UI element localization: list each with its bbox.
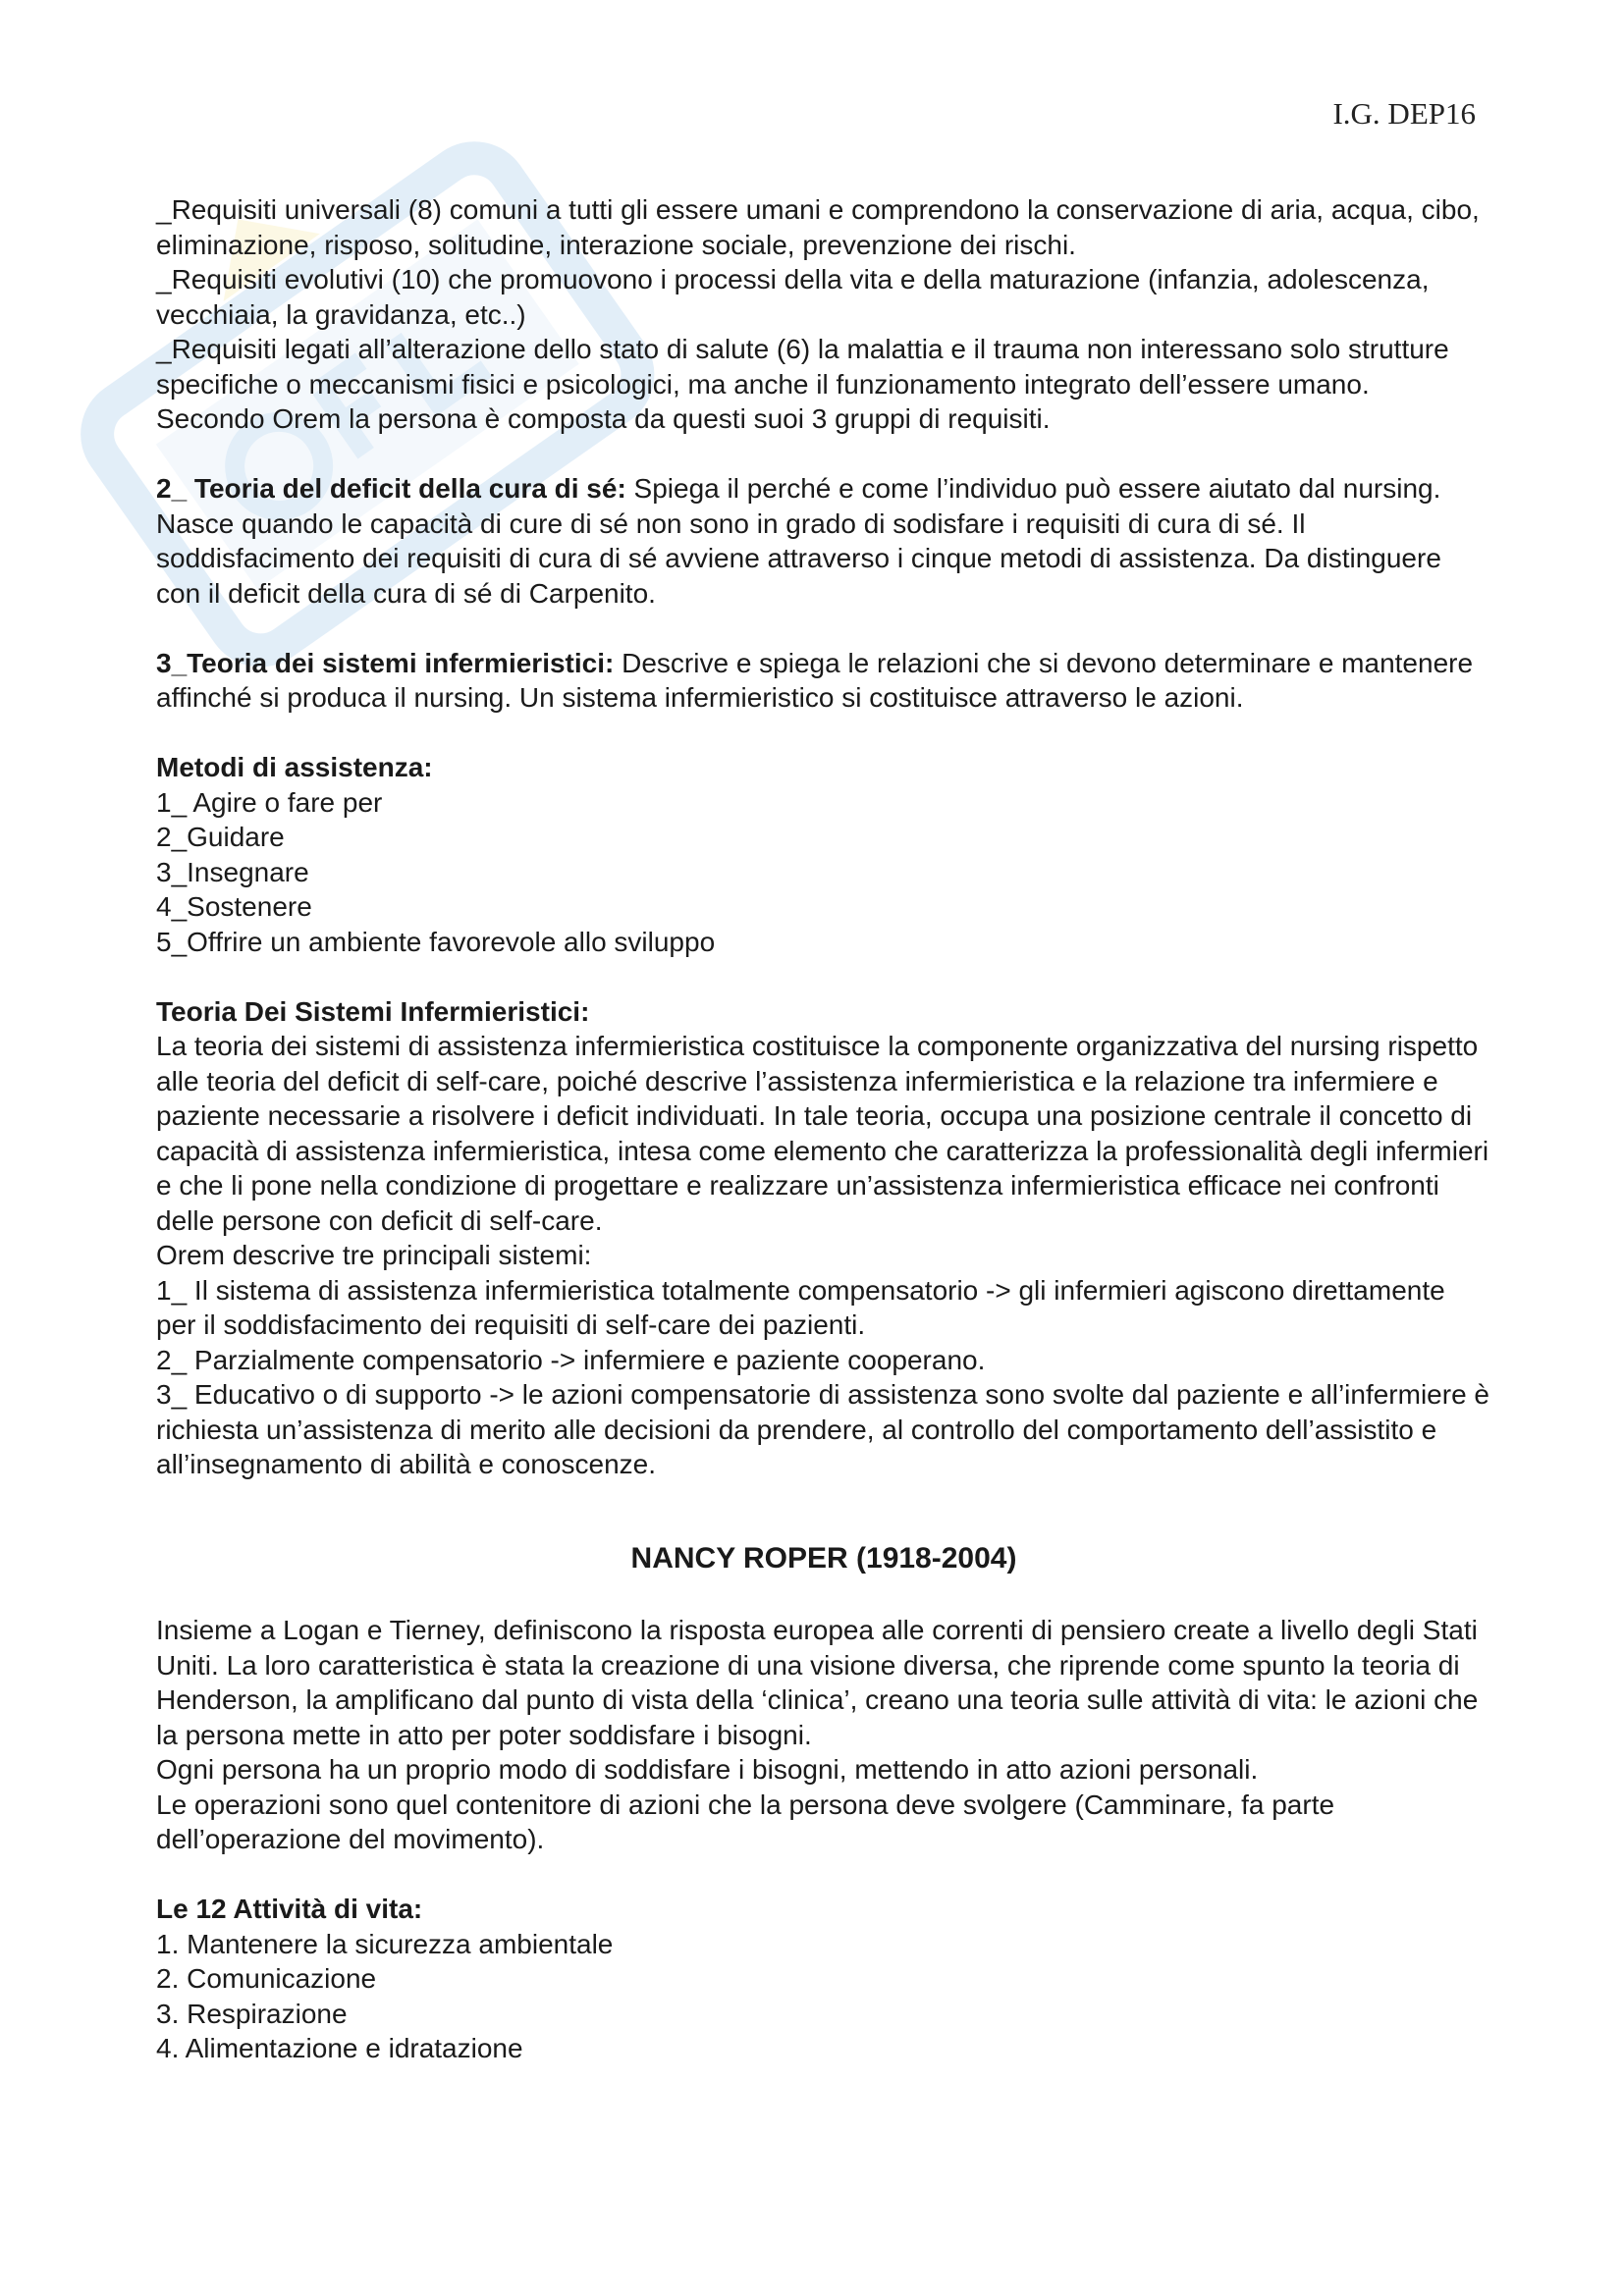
- list-item: 4_Sostenere: [156, 891, 312, 922]
- list-item: 4. Alimentazione e idratazione: [156, 2033, 523, 2063]
- list-item: 5_Offrire un ambiente favorevole allo sviluppo: [156, 926, 716, 957]
- list-item: 3_ Educativo o di supporto -> le azioni compensatorie di assistenza sono svolte dal paziente e all’infermiere è richiesta un’assistenza di merito alle decisioni da prendere, al controllo del comportamento dell’assistito e all’insegnamento di abilità e conoscenze.: [156, 1379, 1489, 1479]
- roper-paragraph-2: Ogni persona ha un proprio modo di soddisfare i bisogni, mettendo in atto azioni personali.: [156, 1754, 1259, 1785]
- teoria-sistemi-text: Descrive e spiega le relazioni che si devono determinare e mantenere affinché si produca il nursing. Un sistema infermieristico si costituisce attraverso le azioni.: [156, 647, 1474, 713]
- metodi-title: Metodi di assistenza:: [156, 752, 433, 782]
- sistemi-inf-intro: Orem descrive tre principali sistemi:: [156, 1240, 592, 1270]
- roper-paragraph-1: Insieme a Logan e Tierney, definiscono la risposta europea alle correnti di pensiero create a livello degli Stati Uniti. La loro caratteristica è stata la creazione di una visione diversa, che riprende come spunto la teoria di Henderson, la amplificano dal punto di vista della ‘clinica’, creano una teoria sulle attività di vita: le azioni che la persona mette in atto per poter soddisfare i bisogni.: [156, 1615, 1479, 1750]
- attivita-list: [156, 1927, 1491, 2066]
- list-item: 3. Respirazione: [156, 1998, 348, 2029]
- metodi-list: [156, 785, 1491, 960]
- sistemi-inf-title: Teoria Dei Sistemi Infermieristici:: [156, 995, 590, 1027]
- orem-summary: Secondo Orem la persona è composta da questi suoi 3 gruppi di requisiti.: [156, 403, 1051, 434]
- roper-heading: NANCY ROPER (1918-2004): [630, 1541, 1017, 1575]
- list-item: 2. Comunicazione: [156, 1963, 377, 1994]
- teoria-deficit-paragraph: [156, 471, 1491, 611]
- sistemi-inf-paragraph: La teoria dei sistemi di assistenza infermieristica costituisce la componente organizzativa del nursing rispetto alle teoria del deficit di self-care, poiché descrive l’assistenza infermieristica e la relazione tra infermiere e paziente necessarie a risolvere i deficit individuati. In tale teoria, occupa una posizione centrale il concetto di capacità di assistenza infermieristica, intesa come elemento che caratterizza la professionalità degli infermieri e che li pone nella condizione di progettare e realizzare un’assistenza infermieristica efficace nei confronti delle persone con deficit di self-care.: [156, 1031, 1489, 1236]
- requisiti-universali: _Requisiti universali (8) comuni a tutti gli essere umani e comprendono la conservazione di aria, acqua, cibo, eliminazione, risposo, solitudine, interazione sociale, prevenzione dei rischi.: [156, 194, 1480, 260]
- list-item: 2_Guidare: [156, 822, 285, 852]
- list-item: 3_Insegnare: [156, 856, 309, 887]
- document-header-code: I.G. DEP16: [1332, 96, 1476, 131]
- list-item: 1. Mantenere la sicurezza ambientale: [156, 1928, 614, 1959]
- requisiti-alterazione: _Requisiti legati all’alterazione dello stato di salute (6) la malattia e il trauma non interessano solo strutture specifiche o meccanismi fisici e psicologici, ma anche il funzionamento integrato dell’essere umano.: [156, 334, 1449, 400]
- list-item: 1_ Agire o fare per: [156, 786, 383, 818]
- list-item: 1_ Il sistema di assistenza infermieristica totalmente compensatorio -> gli infermieri agiscono direttamente per il soddisfacimento dei requisiti di self-care dei pazienti.: [156, 1274, 1445, 1340]
- document-body: [156, 192, 1491, 2066]
- teoria-deficit-text: Spiega il perché e come l’individuo può essere aiutato dal nursing. Nasce quando le capacità di cure di sé non sono in grado di sodisfare i requisiti di cura di sé. Il soddisfacimento dei requisiti di cura di sé avviene attraverso i cinque metodi di assistenza. Da distinguere con il deficit della cura di sé di Carpenito.: [156, 473, 1441, 609]
- attivita-title: Le 12 Attività di vita:: [156, 1894, 423, 1924]
- teoria-sistemi-title: 3_Teoria dei sistemi infermieristici:: [156, 647, 615, 678]
- roper-paragraph-3: Le operazioni sono quel contenitore di azioni che la persona deve svolgere (Camminare, fa parte dell’operazione del movimento).: [156, 1789, 1335, 1854]
- list-item: 2_ Parzialmente compensatorio -> infermiere e paziente cooperano.: [156, 1344, 986, 1375]
- requisiti-evolutivi: _Requisiti evolutivi (10) che promuovono i processi della vita e della maturazione (infanzia, adolescenza, vecchiaia, la gravidanza, etc..): [156, 264, 1430, 330]
- teoria-deficit-title: 2_ Teoria del deficit della cura di sé:: [156, 473, 626, 504]
- teoria-sistemi-paragraph: [156, 646, 1491, 716]
